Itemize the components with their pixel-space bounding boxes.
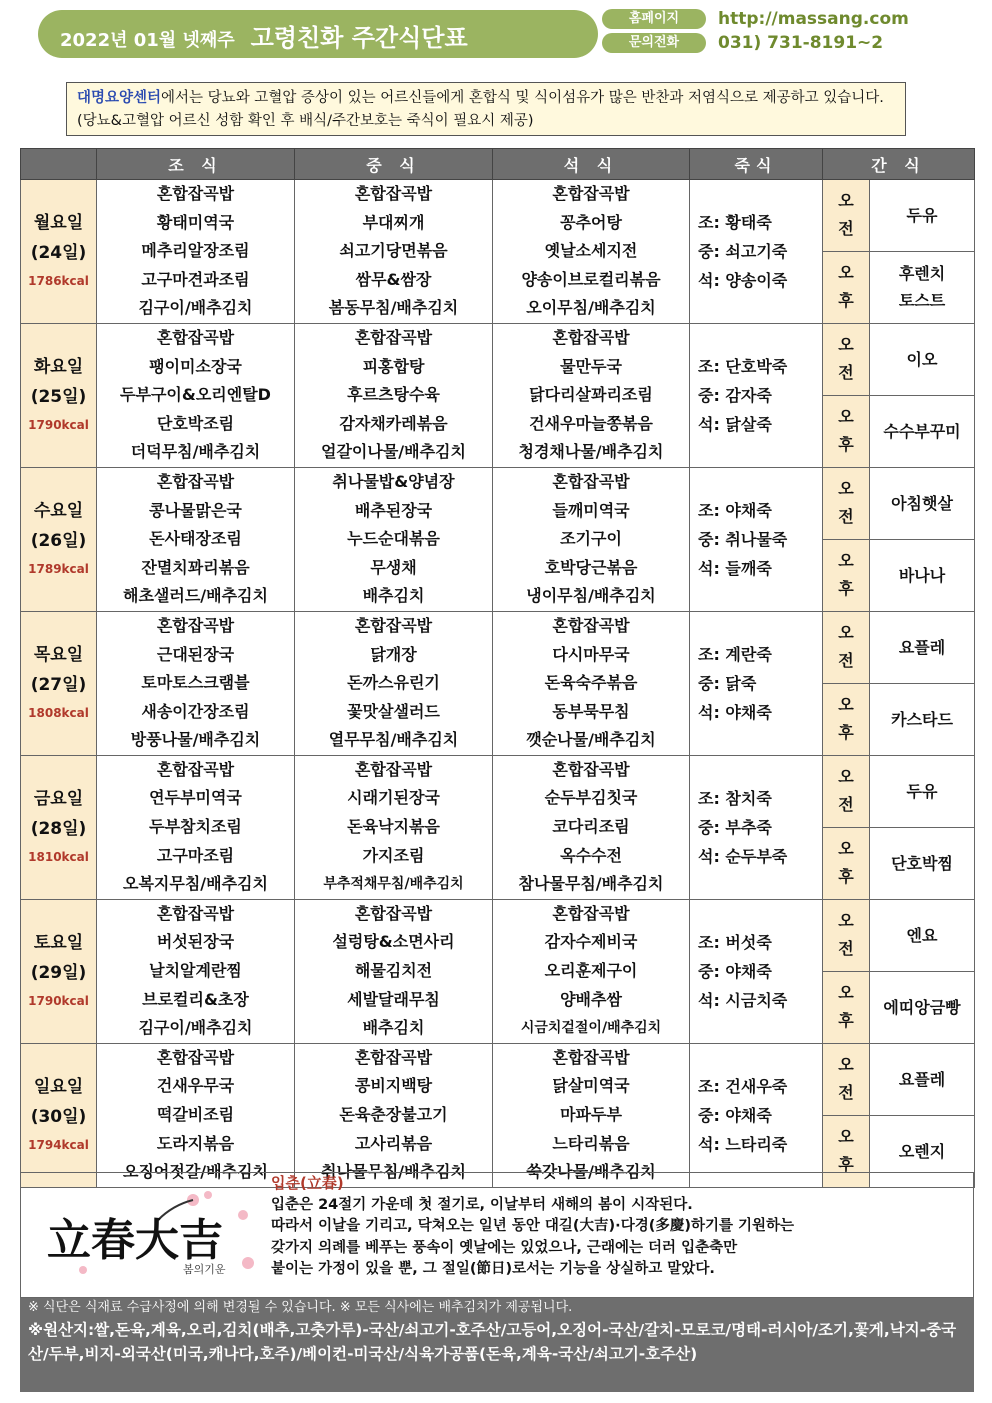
porridge-item: 조: 황태죽	[698, 212, 772, 232]
day-name: 화요일	[33, 357, 84, 378]
day-cell	[21, 899, 97, 1043]
snack-am-label	[823, 467, 870, 539]
day-date: (25일)	[30, 387, 87, 408]
dinner-cell	[493, 467, 690, 611]
weekly-menu-table	[20, 148, 975, 1188]
menu-item: 혼합잡곡밥	[156, 759, 235, 779]
porridge-cell	[690, 899, 823, 1043]
pm-label-text: 오 후	[838, 263, 854, 311]
porridge-cell	[690, 755, 823, 899]
menu-item: 혼합잡곡밥	[156, 1047, 235, 1067]
season-line: 입춘은 24절기 가운데 첫 절기로, 이날부터 새해의 봄이 시작된다.	[271, 1196, 693, 1213]
pm-label-text: 오 후	[838, 983, 854, 1031]
season-text-block	[271, 1173, 971, 1281]
snack-pm-label	[823, 395, 870, 467]
snack-am	[870, 1043, 975, 1115]
footer-notes	[20, 1298, 974, 1392]
menu-item: 혼합잡곡밥	[354, 184, 433, 203]
lunch-cell	[295, 899, 493, 1043]
menu-item: 혼합잡곡밥	[552, 1047, 630, 1067]
menu-item: 청경채나물/배추김치	[518, 442, 664, 462]
porridge-item: 조: 야채죽	[698, 500, 772, 520]
menu-item: 배추김치	[362, 586, 425, 606]
menu-item: 토마토스크램블	[141, 673, 250, 693]
day-cell	[21, 467, 97, 611]
breakfast-cell	[97, 755, 295, 899]
snack-am-text: 요플레	[898, 1069, 946, 1089]
menu-item: 꽁추어탕	[560, 212, 622, 232]
menu-item: 혼합잡곡밥	[354, 903, 433, 923]
season-section	[20, 1172, 974, 1298]
pm-label-text: 오 후	[838, 551, 854, 599]
menu-item: 옛날소세지전	[544, 241, 638, 261]
day-cell	[21, 755, 97, 899]
menu-item: 혼합잡곡밥	[552, 184, 630, 203]
snack-am-label	[823, 899, 870, 971]
col-header-porridge: 죽식	[690, 149, 823, 180]
menu-item: 오이무침/배추김치	[526, 298, 656, 318]
menu-item: 감자수제비국	[544, 932, 638, 952]
snack-am-label	[823, 323, 870, 395]
day-date: (30일)	[30, 1107, 87, 1128]
day-date: (27일)	[30, 675, 87, 696]
porridge-item: 석: 닭살죽	[698, 414, 772, 434]
menu-item: 혼합잡곡밥	[552, 327, 630, 347]
menu-item: 다시마무국	[552, 644, 630, 664]
menu-item: 혼합잡곡밥	[354, 327, 433, 347]
lunch-cell	[295, 323, 493, 467]
am-label-text: 오 전	[838, 911, 854, 959]
snack-am-text: 두유	[906, 781, 938, 801]
dinner-cell	[493, 611, 690, 755]
breakfast-cell	[97, 180, 295, 324]
homepage-row	[602, 9, 909, 29]
snack-pm-label	[823, 683, 870, 755]
porridge-item: 석: 들깨죽	[698, 558, 772, 578]
menu-item: 단호박조림	[156, 413, 235, 433]
day-cell	[21, 180, 97, 324]
menu-item: 가지조림	[362, 845, 425, 865]
origin-notice: ※원산지:쌀,돈육,계육,오리,김치(배추,고춧가루)-국산/쇠고기-호주산/고등어,오징어-국산/갈치-모로코/명태-러시아/조기,꽃게,낙지-중국산/두부,비지-외국산(미국,캐나다,호주)/베이컨-미국산/식육가공품(돈육,계육-국산/쇠고기-호주산)	[28, 1321, 957, 1363]
season-line: 따라서 이날을 기리고, 닥쳐오는 일년 동안 대길(大吉)·다경(多慶)하기를 기원하는	[271, 1218, 795, 1234]
porridge-item: 중: 부추죽	[698, 817, 772, 837]
dinner-cell	[493, 180, 690, 324]
snack-pm-text: 수수부꾸미	[883, 421, 961, 441]
svg-text:立春大吉: 立春大吉	[47, 1215, 223, 1266]
menu-item: 돈까스유린기	[347, 673, 440, 693]
col-header-lunch: 중 식	[295, 149, 493, 180]
menu-item: 연두부미역국	[149, 788, 242, 808]
day-cell	[21, 611, 97, 755]
menu-item: 봄동무침/배추김치	[328, 298, 459, 318]
season-title: 입춘(立春)	[271, 1174, 344, 1192]
table-row	[21, 899, 975, 971]
snack-am	[870, 755, 975, 827]
menu-item: 콩나물맑은국	[149, 500, 242, 520]
menu-item: 혼합잡곡밥	[552, 903, 630, 923]
menu-item: 황태미역국	[156, 212, 235, 232]
menu-item: 고구마견과조림	[141, 269, 250, 289]
menu-item: 배추된장국	[354, 500, 433, 520]
day-name: 월요일	[33, 213, 84, 234]
menu-item: 돈육숙주볶음	[544, 673, 638, 693]
menu-item: 돈육춘장불고기	[339, 1105, 448, 1124]
menu-item: 물만두국	[560, 356, 622, 376]
menu-item: 새송이간장조림	[141, 701, 250, 721]
snack-am	[870, 611, 975, 683]
menu-item: 옥수수전	[560, 845, 622, 865]
menu-item: 부대찌개	[362, 212, 425, 232]
menu-item: 근대된장국	[156, 644, 235, 664]
am-label-text: 오 전	[838, 1055, 854, 1103]
dinner-cell	[493, 1043, 690, 1187]
day-date: (28일)	[30, 819, 87, 840]
menu-item: 날치알계란찜	[149, 961, 242, 981]
day-kcal: 1790kcal	[28, 418, 89, 433]
menu-item: 떡갈비조림	[156, 1105, 235, 1124]
phone-label: 문의전화	[602, 33, 706, 53]
homepage-label: 홈페이지	[602, 9, 706, 29]
snack-pm-text: 바나나	[898, 565, 946, 585]
snack-pm-label	[823, 971, 870, 1043]
menu-change-notice: ※ 식단은 식재료 수급사정에 의해 변경될 수 있습니다. ※ 모든 식사에는 배추김치가 제공됩니다.	[28, 1300, 573, 1315]
col-header-dinner: 석 식	[493, 149, 690, 180]
snack-am-label	[823, 611, 870, 683]
porridge-item: 중: 쇠고기죽	[698, 241, 788, 261]
menu-item: 혼합잡곡밥	[552, 615, 630, 635]
menu-item: 혼합잡곡밥	[156, 615, 235, 635]
pm-label-text: 오 후	[838, 407, 854, 455]
page-title: 고령친화 주간식단표	[250, 24, 468, 52]
season-line: 갖가지 의례를 베푸는 풍속이 옛날에는 있었으나, 근래에는 더러 입춘축만	[271, 1239, 738, 1256]
day-kcal: 1790kcal	[28, 994, 89, 1009]
homepage-link[interactable]: http://massang.com	[718, 9, 909, 29]
menu-item: 마파두부	[560, 1105, 622, 1124]
menu-item: 코다리조림	[552, 817, 630, 837]
menu-item: 세발달래무침	[347, 989, 440, 1009]
menu-item: 참나물무침/배추김치	[518, 874, 664, 894]
table-row	[21, 467, 975, 539]
header-title	[60, 18, 468, 53]
dinner-cell	[493, 323, 690, 467]
porridge-item: 중: 닭죽	[698, 673, 757, 693]
menu-item: 쑥갓나물/배추김치	[526, 1162, 656, 1182]
menu-item: 조기구이	[560, 529, 622, 549]
pm-label-text: 오 후	[838, 839, 854, 887]
breakfast-cell	[97, 1043, 295, 1187]
menu-item: 고사리볶음	[354, 1133, 433, 1153]
porridge-item: 석: 시금치죽	[698, 990, 788, 1010]
day-date: (24일)	[30, 243, 87, 264]
phone-row	[602, 33, 883, 53]
snack-pm-text: 카스타드	[891, 709, 953, 729]
snack-am-label	[823, 180, 870, 252]
menu-item: 동부묵무침	[552, 701, 630, 721]
menu-item: 닭개장	[370, 644, 417, 664]
porridge-item: 조: 건새우죽	[698, 1076, 788, 1096]
menu-item: 무생채	[370, 557, 417, 577]
day-date: (26일)	[30, 531, 87, 552]
menu-item: 후르츠탕수육	[347, 385, 440, 405]
menu-item: 더덕무침/배추김치	[130, 442, 261, 462]
menu-item: 양배추쌈	[560, 989, 622, 1009]
menu-item: 혼합잡곡밥	[156, 903, 235, 923]
porridge-item: 조: 단호박죽	[698, 356, 788, 376]
porridge-item: 중: 감자죽	[698, 385, 772, 405]
menu-item: 혼합잡곡밥	[552, 759, 630, 779]
menu-item: 혼합잡곡밥	[156, 327, 235, 347]
menu-item: 팽이미소장국	[149, 356, 242, 376]
day-name: 수요일	[33, 501, 84, 522]
am-label-text: 오 전	[838, 623, 854, 671]
snack-pm-text: 에띠앙금빵	[883, 997, 961, 1017]
day-cell	[21, 323, 97, 467]
col-header-snack: 간 식	[823, 149, 975, 180]
menu-item: 혼합잡곡밥	[354, 759, 433, 779]
table-row	[21, 323, 975, 395]
snack-am-text: 아침햇살	[891, 493, 953, 513]
porridge-item: 석: 느타리죽	[698, 1134, 788, 1154]
menu-item: 버섯된장국	[156, 932, 235, 952]
am-label-text: 오 전	[838, 191, 854, 239]
porridge-cell	[690, 467, 823, 611]
day-name: 금요일	[33, 789, 84, 810]
menu-item: 양송이브로컬리볶음	[521, 269, 661, 289]
table-row	[21, 1043, 975, 1115]
day-name: 목요일	[33, 645, 84, 666]
menu-item: 혼합잡곡밥	[552, 471, 630, 491]
porridge-item: 조: 버섯죽	[698, 932, 772, 952]
menu-item: 방풍나물/배추김치	[130, 730, 261, 750]
phone-number: 031) 731-8191~2	[718, 33, 884, 53]
breakfast-cell	[97, 611, 295, 755]
menu-item: 감자채카레볶음	[339, 413, 448, 433]
porridge-item: 석: 순두부죽	[698, 846, 788, 866]
menu-item: 취나물밥&양념장	[332, 471, 455, 491]
menu-item: 두부참치조림	[149, 817, 242, 837]
menu-item: 느타리볶음	[552, 1133, 630, 1153]
snack-pm	[870, 395, 975, 467]
pm-label-text: 오 후	[838, 1127, 854, 1175]
breakfast-cell	[97, 467, 295, 611]
snack-pm-label	[823, 827, 870, 899]
day-cell	[21, 1043, 97, 1187]
menu-item: 피홍합탕	[362, 356, 425, 376]
menu-item: 혼합잡곡밥	[354, 1047, 433, 1067]
snack-am-label	[823, 755, 870, 827]
dinner-cell	[493, 899, 690, 1043]
snack-am-text: 요플레	[898, 637, 946, 657]
menu-item: 혼합잡곡밥	[354, 615, 433, 635]
day-kcal: 1808kcal	[28, 706, 89, 721]
menu-item: 시래기된장국	[347, 788, 440, 808]
menu-item: 해초샐러드/배추김치	[123, 586, 268, 606]
col-header-day	[21, 149, 97, 180]
menu-item: 건새우무국	[156, 1076, 235, 1096]
menu-item: 오리훈제구이	[544, 961, 638, 981]
menu-item: 김구이/배추김치	[138, 298, 253, 318]
menu-item: 메추리알장조림	[141, 241, 250, 261]
breakfast-cell	[97, 899, 295, 1043]
snack-pm-label	[823, 251, 870, 323]
center-name: 대명요양센터	[77, 90, 162, 106]
day-kcal: 1786kcal	[28, 274, 89, 289]
ipchun-daegil-calligraphy-logo	[43, 1185, 263, 1285]
menu-item: 깻순나물/배추김치	[526, 730, 656, 750]
snack-am-text: 두유	[906, 205, 938, 225]
menu-item: 얼갈이나물/배추김치	[321, 442, 466, 462]
snack-am-text: 엔요	[906, 925, 938, 945]
menu-item: 콩비지백탕	[354, 1076, 433, 1096]
season-line: 붙이는 가정이 있을 뿐, 그 절일(節日)로서는 기능을 상실하고 말았다.	[271, 1261, 715, 1277]
porridge-item: 중: 취나물죽	[698, 529, 788, 549]
menu-item: 순두부김칫국	[544, 788, 638, 808]
snack-pm	[870, 539, 975, 611]
snack-pm	[870, 827, 975, 899]
snack-pm	[870, 971, 975, 1043]
porridge-item: 조: 계란죽	[698, 644, 772, 664]
snack-am	[870, 180, 975, 252]
snack-am	[870, 899, 975, 971]
menu-item: 오징어젓갈/배추김치	[123, 1162, 268, 1182]
menu-item: 쇠고기당면볶음	[339, 241, 448, 261]
menu-item: 누드순대볶음	[347, 529, 440, 549]
lunch-cell	[295, 611, 493, 755]
am-label-text: 오 전	[838, 767, 854, 815]
menu-item: 닭다리살꽈리조림	[529, 385, 653, 405]
day-kcal: 1810kcal	[28, 850, 89, 865]
breakfast-cell	[97, 323, 295, 467]
menu-item: 브로컬리&초장	[142, 989, 249, 1009]
porridge-cell	[690, 611, 823, 755]
snack-am	[870, 467, 975, 539]
porridge-item: 석: 양송이죽	[698, 270, 788, 290]
col-header-breakfast: 조 식	[97, 149, 295, 180]
week-label: 2022년 01월 넷째주	[60, 30, 235, 51]
menu-item: 열무무침/배추김치	[328, 730, 459, 750]
menu-item: 시금치겉절이/배추김치	[520, 1020, 662, 1037]
dinner-cell	[493, 755, 690, 899]
am-label-text: 오 전	[838, 335, 854, 383]
menu-item: 오복지무침/배추김치	[123, 874, 268, 894]
porridge-cell	[690, 323, 823, 467]
day-date: (29일)	[30, 963, 87, 984]
menu-item: 두부구이&오리엔탈D	[120, 385, 271, 405]
day-kcal: 1794kcal	[28, 1138, 89, 1153]
menu-item: 취나물무침/배추김치	[321, 1162, 466, 1182]
day-name: 토요일	[33, 933, 84, 954]
pm-label-text: 오 후	[838, 695, 854, 743]
porridge-item: 중: 야채죽	[698, 961, 772, 981]
menu-item: 배추김치	[362, 1018, 425, 1038]
snack-pm-text: 후렌치 토스트	[898, 264, 946, 311]
porridge-cell	[690, 1043, 823, 1187]
snack-pm-label	[823, 539, 870, 611]
menu-item: 김구이/배추김치	[138, 1018, 253, 1038]
porridge-item: 조: 참치죽	[698, 788, 772, 808]
svg-text:봄의기운: 봄의기운	[183, 1263, 226, 1276]
snack-am-text: 이오	[906, 349, 938, 369]
menu-item: 잔멸치꽈리볶음	[141, 557, 250, 577]
snack-pm	[870, 251, 975, 323]
menu-item: 꽃맛살샐러드	[347, 701, 440, 721]
table-header-row	[21, 149, 975, 180]
menu-item: 냉이무침/배추김치	[526, 586, 656, 606]
lunch-cell	[295, 467, 493, 611]
table-row	[21, 755, 975, 827]
lunch-cell	[295, 755, 493, 899]
menu-item: 설렁탕&소면사리	[332, 932, 455, 952]
menu-item: 호박당근볶음	[544, 557, 638, 577]
menu-item: 돈사태장조림	[149, 529, 242, 549]
intro-text: 에서는 당뇨와 고혈압 증상이 있는 어르신들에게 혼합식 및 식이섬유가 많은 반찬과 저염식으로 제공하고 있습니다.(당뇨&고혈압 어르신 성함 확인 후 배식/주간보호는 죽식이 필요시 제공)	[77, 90, 884, 129]
menu-item: 건새우마늘쫑볶음	[529, 413, 653, 433]
table-row	[21, 180, 975, 252]
porridge-cell	[690, 180, 823, 324]
menu-item: 혼합잡곡밥	[156, 471, 235, 491]
day-kcal: 1789kcal	[28, 562, 89, 577]
menu-item: 들깨미역국	[552, 500, 630, 520]
porridge-item: 석: 야채죽	[698, 702, 772, 722]
menu-item: 고구마조림	[156, 845, 235, 865]
porridge-item: 중: 야채죽	[698, 1105, 772, 1125]
menu-item: 돈육낙지볶음	[347, 817, 440, 837]
table-row	[21, 611, 975, 683]
snack-pm-text: 단호박찜	[891, 853, 953, 873]
snack-pm	[870, 683, 975, 755]
menu-item: 쌈무&쌈장	[355, 269, 432, 289]
lunch-cell	[295, 1043, 493, 1187]
menu-item: 해물김치전	[354, 961, 433, 981]
lunch-cell	[295, 180, 493, 324]
menu-item: 닭살미역국	[552, 1076, 630, 1096]
intro-notice	[66, 82, 906, 136]
menu-item: 부추적채무침/배추김치	[323, 876, 464, 893]
snack-am	[870, 323, 975, 395]
menu-item: 도라지볶음	[156, 1133, 235, 1153]
snack-am-label	[823, 1043, 870, 1115]
am-label-text: 오 전	[838, 479, 854, 527]
snack-pm-text: 오렌지	[898, 1141, 946, 1161]
menu-item: 혼합잡곡밥	[156, 184, 235, 203]
day-name: 일요일	[33, 1077, 84, 1098]
